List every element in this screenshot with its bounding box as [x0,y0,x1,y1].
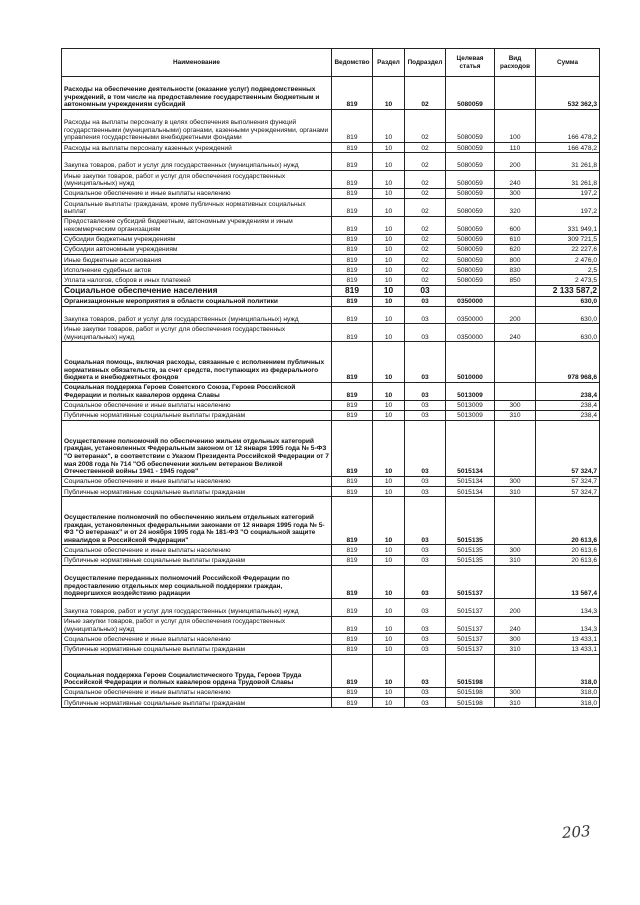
cell-target-article: 5015137 [446,598,495,616]
cell-section: 10 [373,565,405,598]
cell-department: 819 [332,476,373,486]
cell-subsection: 03 [405,324,446,342]
cell-name: Публичные нормативные социальные выплаты гражданам [62,410,332,420]
cell-department: 819 [332,634,373,644]
cell-section: 10 [373,598,405,616]
cell-target-article: 5015137 [446,644,495,654]
cell-target-article: 5015137 [446,565,495,598]
cell-amount: 13 567,4 [536,565,600,598]
table-row [62,555,600,565]
table-row [62,153,600,171]
cell-name: Социальное обеспечение и иные выплаты населению [62,687,332,697]
table-row [62,476,600,486]
cell-amount: 197,2 [536,198,600,216]
cell-section: 10 [373,244,405,254]
cell-target-article: 5080059 [446,77,495,110]
cell-name: Социальное обеспечение и иные выплаты населению [62,634,332,644]
cell-subsection: 03 [405,400,446,410]
table-row [62,487,600,497]
cell-department: 819 [332,324,373,342]
cell-section: 10 [373,234,405,244]
cell-amount: 2 133 587,2 [536,285,600,296]
cell-target-article: 5080059 [446,265,495,275]
cell-section: 10 [373,382,405,400]
table-row [62,342,600,383]
cell-section: 10 [373,143,405,153]
cell-expense-type [495,654,536,687]
cell-amount: 532 362,3 [536,77,600,110]
cell-subsection: 02 [405,216,446,234]
table-row [62,687,600,697]
cell-section: 10 [373,476,405,486]
budget-table [61,48,600,708]
cell-target-article: 5015135 [446,545,495,555]
table-row [62,188,600,198]
cell-name: Публичные нормативные социальные выплаты гражданам [62,644,332,654]
cell-amount: 22 227,6 [536,244,600,254]
table-row [62,198,600,216]
cell-department: 819 [332,382,373,400]
cell-amount: 238,4 [536,382,600,400]
cell-name: Уплата налогов, сборов и иных платежей [62,275,332,285]
cell-amount: 2 473,5 [536,275,600,285]
cell-section: 10 [373,497,405,545]
cell-subsection: 02 [405,234,446,244]
cell-section: 10 [373,687,405,697]
cell-expense-type [495,421,536,477]
cell-name: Осуществление полномочий по обеспечению жильем отдельных категорий граждан, установленных федеральными законами от 12 января 1995 года № 5-ФЗ "О ветеранах" и от 24 ноября 1995 года № 181-ФЗ "О социальной защите инвалидов в Российской Федерации" [62,497,332,545]
table-header-row [62,49,600,77]
cell-expense-type: 300 [495,634,536,644]
cell-amount: 197,2 [536,188,600,198]
cell-amount: 630,0 [536,296,600,306]
cell-department: 819 [332,487,373,497]
cell-section: 10 [373,296,405,306]
cell-amount: 2,5 [536,265,600,275]
cell-expense-type: 800 [495,254,536,264]
cell-department: 819 [332,654,373,687]
cell-target-article: 5013009 [446,400,495,410]
cell-section: 10 [373,555,405,565]
cell-section: 10 [373,77,405,110]
cell-subsection: 03 [405,296,446,306]
cell-amount: 134,3 [536,598,600,616]
cell-expense-type [495,497,536,545]
cell-amount: 166 478,2 [536,143,600,153]
cell-department: 819 [332,644,373,654]
cell-target-article: 5015134 [446,487,495,497]
cell-expense-type: 620 [495,244,536,254]
cell-section: 10 [373,188,405,198]
cell-section: 10 [373,487,405,497]
cell-target-article: 5080059 [446,254,495,264]
cell-expense-type: 300 [495,687,536,697]
cell-expense-type: 310 [495,487,536,497]
cell-name: Социальная поддержка Героев Социалистического Труда, Героев Труда Российской Федерации и полных кавалеров ордена Трудовой Славы [62,654,332,687]
table-row [62,410,600,420]
cell-department: 819 [332,110,373,143]
cell-target-article: 5080059 [446,234,495,244]
cell-target-article: 5010000 [446,342,495,383]
cell-department: 819 [332,234,373,244]
cell-subsection: 03 [405,654,446,687]
cell-name: Осуществление переданных полномочий Российской Федерации по предоставлению отдельных мер социальной поддержки граждан, подвергшихся воздействию радиации [62,565,332,598]
cell-subsection: 03 [405,487,446,497]
cell-department: 819 [332,400,373,410]
cell-expense-type: 110 [495,143,536,153]
cell-target-article: 5080059 [446,110,495,143]
cell-expense-type [495,296,536,306]
table-row [62,545,600,555]
cell-subsection: 02 [405,198,446,216]
table-row [62,697,600,707]
cell-amount: 309 721,5 [536,234,600,244]
cell-department: 819 [332,198,373,216]
cell-target-article: 5080059 [446,244,495,254]
cell-subsection: 03 [405,697,446,707]
cell-target-article: 5013009 [446,382,495,400]
cell-name: Социальное обеспечение населения [62,285,332,296]
cell-amount: 630,0 [536,324,600,342]
cell-department: 819 [332,565,373,598]
cell-name: Социальные выплаты гражданам, кроме публичных нормативных социальных выплат [62,198,332,216]
cell-target-article: 5015135 [446,497,495,545]
cell-target-article: 5015134 [446,476,495,486]
cell-department: 819 [332,285,373,296]
cell-section: 10 [373,170,405,188]
header-target-article: Целевая статья [446,49,495,77]
cell-name: Закупка товаров, работ и услуг для государственных (муниципальных) нужд [62,306,332,324]
cell-section: 10 [373,216,405,234]
cell-name: Организационные мероприятия в области социальной политики [62,296,332,306]
cell-name: Закупка товаров, работ и услуг для государственных (муниципальных) нужд [62,153,332,171]
table-row [62,565,600,598]
cell-expense-type: 200 [495,306,536,324]
cell-department: 819 [332,254,373,264]
cell-target-article: 0350000 [446,296,495,306]
cell-section: 10 [373,634,405,644]
header-section: Раздел [373,49,405,77]
cell-target-article: 5080059 [446,188,495,198]
cell-amount: 318,0 [536,654,600,687]
cell-department: 819 [332,244,373,254]
cell-subsection: 03 [405,306,446,324]
cell-name: Предоставление субсидий бюджетным, автономным учреждениям и иным некоммерческим организациям [62,216,332,234]
cell-expense-type: 240 [495,170,536,188]
cell-target-article: 5080059 [446,216,495,234]
table-body [62,77,600,708]
cell-amount: 630,0 [536,306,600,324]
cell-name: Публичные нормативные социальные выплаты гражданам [62,555,332,565]
cell-expense-type: 310 [495,410,536,420]
cell-department: 819 [332,598,373,616]
cell-department: 819 [332,275,373,285]
cell-subsection: 03 [405,497,446,545]
cell-department: 819 [332,497,373,545]
cell-section: 10 [373,697,405,707]
cell-subsection: 02 [405,170,446,188]
cell-subsection: 03 [405,634,446,644]
cell-section: 10 [373,285,405,296]
cell-department: 819 [332,265,373,275]
cell-target-article: 5080059 [446,198,495,216]
cell-subsection: 02 [405,143,446,153]
cell-name: Публичные нормативные социальные выплаты гражданам [62,697,332,707]
cell-amount: 331 949,1 [536,216,600,234]
cell-name: Социальное обеспечение и иные выплаты населению [62,545,332,555]
cell-department: 819 [332,296,373,306]
cell-amount: 318,0 [536,687,600,697]
cell-section: 10 [373,265,405,275]
cell-subsection: 02 [405,265,446,275]
cell-subsection: 02 [405,77,446,110]
cell-target-article: 5015198 [446,697,495,707]
table-row [62,382,600,400]
cell-section: 10 [373,324,405,342]
cell-department: 819 [332,616,373,634]
cell-subsection: 03 [405,285,446,296]
cell-section: 10 [373,400,405,410]
cell-target-article: 5015134 [446,421,495,477]
cell-target-article [446,285,495,296]
table-row [62,244,600,254]
table-row [62,634,600,644]
cell-section: 10 [373,342,405,383]
cell-amount: 57 324,7 [536,487,600,497]
cell-subsection: 02 [405,153,446,171]
cell-section: 10 [373,654,405,687]
cell-section: 10 [373,275,405,285]
cell-name: Исполнение судебных актов [62,265,332,275]
cell-section: 10 [373,545,405,555]
cell-amount: 57 324,7 [536,476,600,486]
cell-target-article: 5015198 [446,654,495,687]
cell-amount: 57 324,7 [536,421,600,477]
table-row [62,77,600,110]
cell-expense-type [495,382,536,400]
table-row [62,654,600,687]
cell-name: Социальная помощь, включая расходы, связанные с исполнением публичных нормативных обязательств, за счет средств, поступающих из федерального бюджета и внебюджетных фондов [62,342,332,383]
cell-department: 819 [332,143,373,153]
cell-subsection: 03 [405,616,446,634]
cell-expense-type [495,565,536,598]
cell-expense-type: 300 [495,188,536,198]
table-row [62,616,600,634]
cell-department: 819 [332,342,373,383]
cell-target-article: 5080059 [446,275,495,285]
cell-name: Расходы на выплаты персоналу казенных учреждений [62,143,332,153]
cell-subsection: 02 [405,275,446,285]
table-row [62,234,600,244]
cell-department: 819 [332,188,373,198]
cell-amount: 31 261,8 [536,170,600,188]
cell-target-article: 5015135 [446,555,495,565]
table-row [62,285,600,296]
cell-section: 10 [373,254,405,264]
cell-department: 819 [332,421,373,477]
cell-target-article: 5080059 [446,153,495,171]
header-amount: Сумма [536,49,600,77]
table-row [62,644,600,654]
cell-name: Социальное обеспечение и иные выплаты населению [62,476,332,486]
table-row [62,324,600,342]
cell-expense-type: 300 [495,476,536,486]
cell-target-article: 5080059 [446,143,495,153]
cell-department: 819 [332,697,373,707]
cell-name: Социальное обеспечение и иные выплаты населению [62,188,332,198]
cell-subsection: 02 [405,188,446,198]
cell-section: 10 [373,410,405,420]
cell-amount: 20 613,6 [536,497,600,545]
cell-target-article: 5015198 [446,687,495,697]
table-row [62,265,600,275]
cell-name: Иные закупки товаров, работ и услуг для обеспечения государственных (муниципальных) нужд [62,170,332,188]
table-row [62,110,600,143]
cell-amount: 31 261,8 [536,153,600,171]
cell-expense-type: 310 [495,555,536,565]
table-row [62,497,600,545]
cell-expense-type: 310 [495,644,536,654]
cell-section: 10 [373,644,405,654]
cell-section: 10 [373,198,405,216]
cell-section: 10 [373,421,405,477]
cell-subsection: 03 [405,644,446,654]
cell-target-article: 0350000 [446,324,495,342]
cell-name: Осуществление полномочий по обеспечению жильем отдельных категорий граждан, установленных Федеральным законом от 12 января 1995 года № 5-ФЗ "О ветеранах", в соответствии с Указом Президента Российской Федерации от 7 мая 2008 года № 714 "Об обеспечении жильем ветеранов Великой Отечественной войны 1941 - 1945 годов" [62,421,332,477]
cell-amount: 20 613,6 [536,555,600,565]
cell-expense-type [495,285,536,296]
cell-expense-type: 100 [495,110,536,143]
cell-subsection: 03 [405,476,446,486]
cell-amount: 134,3 [536,616,600,634]
cell-amount: 166 478,2 [536,110,600,143]
cell-subsection: 03 [405,687,446,697]
cell-department: 819 [332,153,373,171]
cell-name: Субсидии автономным учреждениям [62,244,332,254]
table-row [62,275,600,285]
cell-target-article: 5013009 [446,410,495,420]
cell-subsection: 03 [405,342,446,383]
cell-section: 10 [373,306,405,324]
cell-subsection: 02 [405,110,446,143]
table-row [62,598,600,616]
handwritten-page-number: 203 [561,822,592,842]
cell-department: 819 [332,687,373,697]
cell-name: Социальное обеспечение и иные выплаты населению [62,400,332,410]
cell-target-article: 0350000 [446,306,495,324]
table-row [62,421,600,477]
cell-subsection: 03 [405,410,446,420]
cell-expense-type: 320 [495,198,536,216]
cell-section: 10 [373,110,405,143]
cell-amount: 13 433,1 [536,644,600,654]
cell-expense-type: 300 [495,545,536,555]
cell-name: Расходы на обеспечение деятельности (оказание услуг) подведомственных учреждений, в том числе на предоставление государственным бюджетным и автономным учреждениям субсидий [62,77,332,110]
cell-expense-type: 830 [495,265,536,275]
cell-expense-type: 600 [495,216,536,234]
table-row [62,216,600,234]
cell-amount: 238,4 [536,410,600,420]
table-row [62,296,600,306]
cell-name: Расходы на выплаты персоналу в целях обеспечения выполнения функций государственными (муниципальными) органами, казенными учреждениями, органами управления государственными внебюджетными фондами [62,110,332,143]
header-expense-type: Вид расходов [495,49,536,77]
cell-name: Публичные нормативные социальные выплаты гражданам [62,487,332,497]
cell-department: 819 [332,410,373,420]
cell-subsection: 03 [405,565,446,598]
cell-subsection: 03 [405,545,446,555]
cell-name: Иные закупки товаров, работ и услуг для обеспечения государственных (муниципальных) нужд [62,616,332,634]
cell-expense-type: 610 [495,234,536,244]
cell-amount: 318,0 [536,697,600,707]
header-department: Ведомство [332,49,373,77]
cell-department: 819 [332,555,373,565]
cell-expense-type: 310 [495,697,536,707]
cell-target-article: 5080059 [446,170,495,188]
cell-expense-type: 200 [495,153,536,171]
cell-expense-type [495,342,536,383]
cell-expense-type: 240 [495,616,536,634]
cell-expense-type: 200 [495,598,536,616]
cell-subsection: 02 [405,244,446,254]
cell-subsection: 03 [405,421,446,477]
cell-expense-type: 300 [495,400,536,410]
header-subsection: Подраздел [405,49,446,77]
cell-department: 819 [332,306,373,324]
cell-amount: 978 968,6 [536,342,600,383]
cell-amount: 20 613,6 [536,545,600,555]
cell-department: 819 [332,216,373,234]
cell-expense-type: 850 [495,275,536,285]
cell-expense-type [495,77,536,110]
cell-subsection: 03 [405,382,446,400]
cell-department: 819 [332,170,373,188]
cell-name: Иные закупки товаров, работ и услуг для обеспечения государственных (муниципальных) нужд [62,324,332,342]
cell-target-article: 5015137 [446,634,495,644]
table-row [62,143,600,153]
cell-subsection: 02 [405,254,446,264]
cell-target-article: 5015137 [446,616,495,634]
header-name: Наименование [62,49,332,77]
cell-amount: 13 433,1 [536,634,600,644]
cell-amount: 2 476,0 [536,254,600,264]
cell-amount: 238,4 [536,400,600,410]
cell-subsection: 03 [405,555,446,565]
cell-department: 819 [332,77,373,110]
table-row [62,400,600,410]
table-row [62,254,600,264]
table-row [62,306,600,324]
cell-expense-type: 240 [495,324,536,342]
cell-name: Социальная поддержка Героев Советского Союза, Героев Российской Федерации и полных кавалеров ордена Славы [62,382,332,400]
cell-subsection: 03 [405,598,446,616]
cell-section: 10 [373,616,405,634]
cell-name: Закупка товаров, работ и услуг для государственных (муниципальных) нужд [62,598,332,616]
cell-name: Иные бюджетные ассигнования [62,254,332,264]
table-row [62,170,600,188]
cell-name: Субсидии бюджетным учреждениям [62,234,332,244]
cell-department: 819 [332,545,373,555]
cell-section: 10 [373,153,405,171]
